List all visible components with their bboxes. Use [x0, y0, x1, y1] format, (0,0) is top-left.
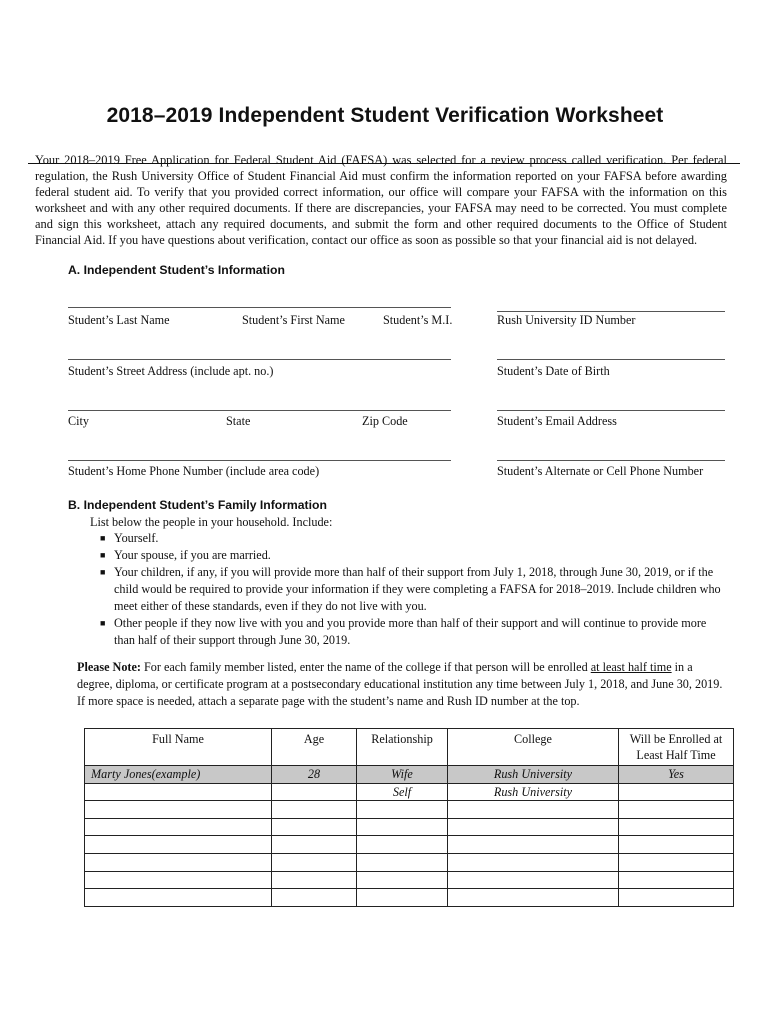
col-relationship: Relationship [357, 729, 448, 766]
cell-phone-label: Student’s Alternate or Cell Phone Number [497, 464, 704, 478]
city-state-zip-line[interactable] [68, 410, 451, 411]
col-enrolled: Will be Enrolled at Least Half Time [619, 729, 734, 766]
cell-college[interactable] [448, 871, 619, 889]
page-title: 2018–2019 Independent Student Verification Worksheet [106, 104, 664, 127]
cell-college[interactable]: Rush University [448, 783, 619, 801]
bullet-icon: ■ [100, 550, 106, 560]
cell-age[interactable] [272, 836, 357, 854]
cell-relationship[interactable]: Self [357, 783, 448, 801]
cell-college[interactable] [448, 818, 619, 836]
city-label: City [68, 414, 89, 428]
cell-college[interactable] [448, 836, 619, 854]
home-phone-line[interactable] [68, 460, 451, 461]
cell-enrolled[interactable] [619, 889, 734, 907]
cell-relationship[interactable]: Wife [357, 766, 448, 784]
street-label: Student’s Street Address (include apt. no.) [68, 364, 274, 378]
table-header-row [85, 729, 734, 766]
cell-enrolled[interactable] [619, 801, 734, 819]
cell-full-name[interactable] [85, 783, 272, 801]
rush-id-label: Rush University ID Number [497, 313, 636, 327]
note-label: Please Note: [77, 660, 141, 674]
list-item: ■ Your spouse, if you are married. [100, 548, 271, 562]
section-b-heading: B. Independent Student’s Family Information [68, 498, 327, 512]
list-item: ■ Other people if they now live with you and you provide more than half of their support and will continue to provide more than half of their support through June 30, 2019. [100, 616, 707, 647]
street-line[interactable] [68, 359, 451, 360]
cell-phone-line[interactable] [497, 460, 725, 461]
cell-college[interactable] [448, 801, 619, 819]
name-line[interactable] [68, 307, 451, 308]
cell-relationship[interactable] [357, 801, 448, 819]
table-row [85, 836, 734, 854]
list-item: ■ Yourself. [100, 531, 159, 545]
note-underline: at least half time [590, 660, 672, 674]
table-row [85, 766, 734, 784]
please-note: Please Note: For each family member listed, enter the name of the college if that person will be enrolled at least half time in a degree, diploma, or certificate program at a postsecondary educational institution any time between July 1, 2018, and June 30, 2019. If more space is needed, attach a separate page with the student’s name and Rush ID number at the top. [77, 660, 723, 708]
last-name-label: Student’s Last Name [68, 313, 170, 327]
cell-enrolled[interactable] [619, 818, 734, 836]
mi-label: Student’s M.I. [383, 313, 453, 327]
cell-age[interactable] [272, 783, 357, 801]
table-row [85, 889, 734, 907]
cell-full-name[interactable] [85, 801, 272, 819]
cell-enrolled[interactable] [619, 853, 734, 871]
intro-paragraph: Your 2018–2019 Free Application for Federal Student Aid (FAFSA) was selected for a review process called verification. Per federal regulation, the Rush University Office of Student Financial Aid must confirm the information reported on your FAFSA before awarding federal student aid. To verify that you provided correct information, our office will compare your FAFSA with the information on this worksheet and with any other required documents. If there are discrepancies, your FAFSA may need to be corrected. You must complete and sign this worksheet, attach any required documents, and submit the form and other required documents to the Office of Student Financial Aid. If you have questions about verification, contact our office as soon as possible so that your financial aid is not delayed. [35, 153, 727, 247]
cell-enrolled[interactable] [619, 871, 734, 889]
cell-age[interactable] [272, 801, 357, 819]
bullet-icon: ■ [100, 533, 106, 543]
section-b-subtitle: List below the people in your household. Include: [90, 515, 333, 529]
table-row [85, 853, 734, 871]
state-label: State [226, 414, 251, 428]
cell-relationship[interactable] [357, 836, 448, 854]
cell-full-name[interactable] [85, 853, 272, 871]
cell-full-name[interactable] [85, 889, 272, 907]
rush-id-line[interactable] [497, 311, 725, 312]
col-full-name: Full Name [85, 729, 272, 766]
home-phone-label: Student’s Home Phone Number (include area code) [68, 464, 320, 478]
cell-college[interactable]: Rush University [448, 766, 619, 784]
cell-full-name[interactable] [85, 836, 272, 854]
cell-age[interactable]: 28 [272, 766, 357, 784]
list-item: ■ Your children, if any, if you will provide more than half of their support from July 1, 2018, through June 30, 2019, or if the child would be required to provide your information if they were completing a FAFSA for 2018–2019. Include children who meet either of these standards, even if they do not live with you. [100, 565, 721, 613]
col-college: College [448, 729, 619, 766]
cell-full-name[interactable]: Marty Jones(example) [85, 766, 272, 784]
section-a-heading: A. Independent Student’s Information [68, 263, 285, 277]
cell-relationship[interactable] [357, 818, 448, 836]
dob-label: Student’s Date of Birth [497, 364, 610, 378]
email-label: Student’s Email Address [497, 414, 617, 428]
cell-full-name[interactable] [85, 871, 272, 889]
cell-enrolled[interactable]: Yes [619, 766, 734, 784]
table-row [85, 801, 734, 819]
household-bullets [100, 530, 726, 649]
cell-college[interactable] [448, 889, 619, 907]
cell-college[interactable] [448, 853, 619, 871]
cell-enrolled[interactable] [619, 836, 734, 854]
first-name-label: Student’s First Name [242, 313, 345, 327]
cell-age[interactable] [272, 871, 357, 889]
cell-relationship[interactable] [357, 871, 448, 889]
col-age: Age [272, 729, 357, 766]
bullet-icon: ■ [100, 618, 106, 628]
cell-age[interactable] [272, 889, 357, 907]
family-table [84, 728, 734, 907]
zip-label: Zip Code [362, 414, 408, 428]
dob-line[interactable] [497, 359, 725, 360]
cell-relationship[interactable] [357, 853, 448, 871]
cell-age[interactable] [272, 818, 357, 836]
cell-full-name[interactable] [85, 818, 272, 836]
bullet-icon: ■ [100, 567, 106, 577]
table-row [85, 871, 734, 889]
cell-enrolled[interactable] [619, 783, 734, 801]
email-line[interactable] [497, 410, 725, 411]
table-row [85, 783, 734, 801]
table-row [85, 818, 734, 836]
cell-relationship[interactable] [357, 889, 448, 907]
cell-age[interactable] [272, 853, 357, 871]
